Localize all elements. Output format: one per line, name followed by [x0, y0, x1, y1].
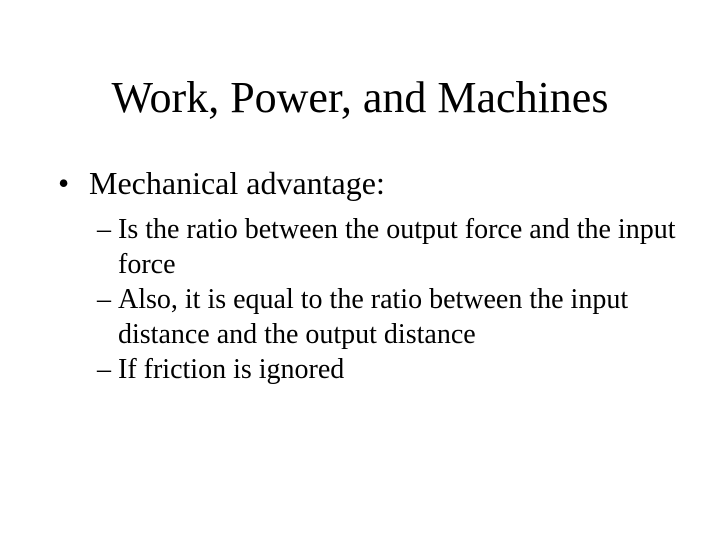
bullet-item — [58, 163, 678, 203]
sub-item-text: Also, it is equal to the ratio between the input distance and the output distance — [118, 284, 629, 350]
sub-item — [97, 282, 678, 352]
bullet-marker: • — [58, 165, 70, 201]
sub-item — [97, 212, 678, 282]
slide-body — [58, 163, 678, 387]
sub-item-text: If friction is ignored — [118, 354, 345, 385]
dash-marker: – — [97, 214, 111, 245]
sub-item — [97, 352, 678, 387]
sub-item-text: Is the ratio between the output force and the input force — [118, 214, 676, 280]
dash-marker: – — [97, 284, 111, 315]
slide-title: Work, Power, and Machines — [111, 73, 609, 122]
bullet-text: Mechanical advantage: — [89, 165, 385, 201]
dash-marker: – — [97, 354, 111, 385]
